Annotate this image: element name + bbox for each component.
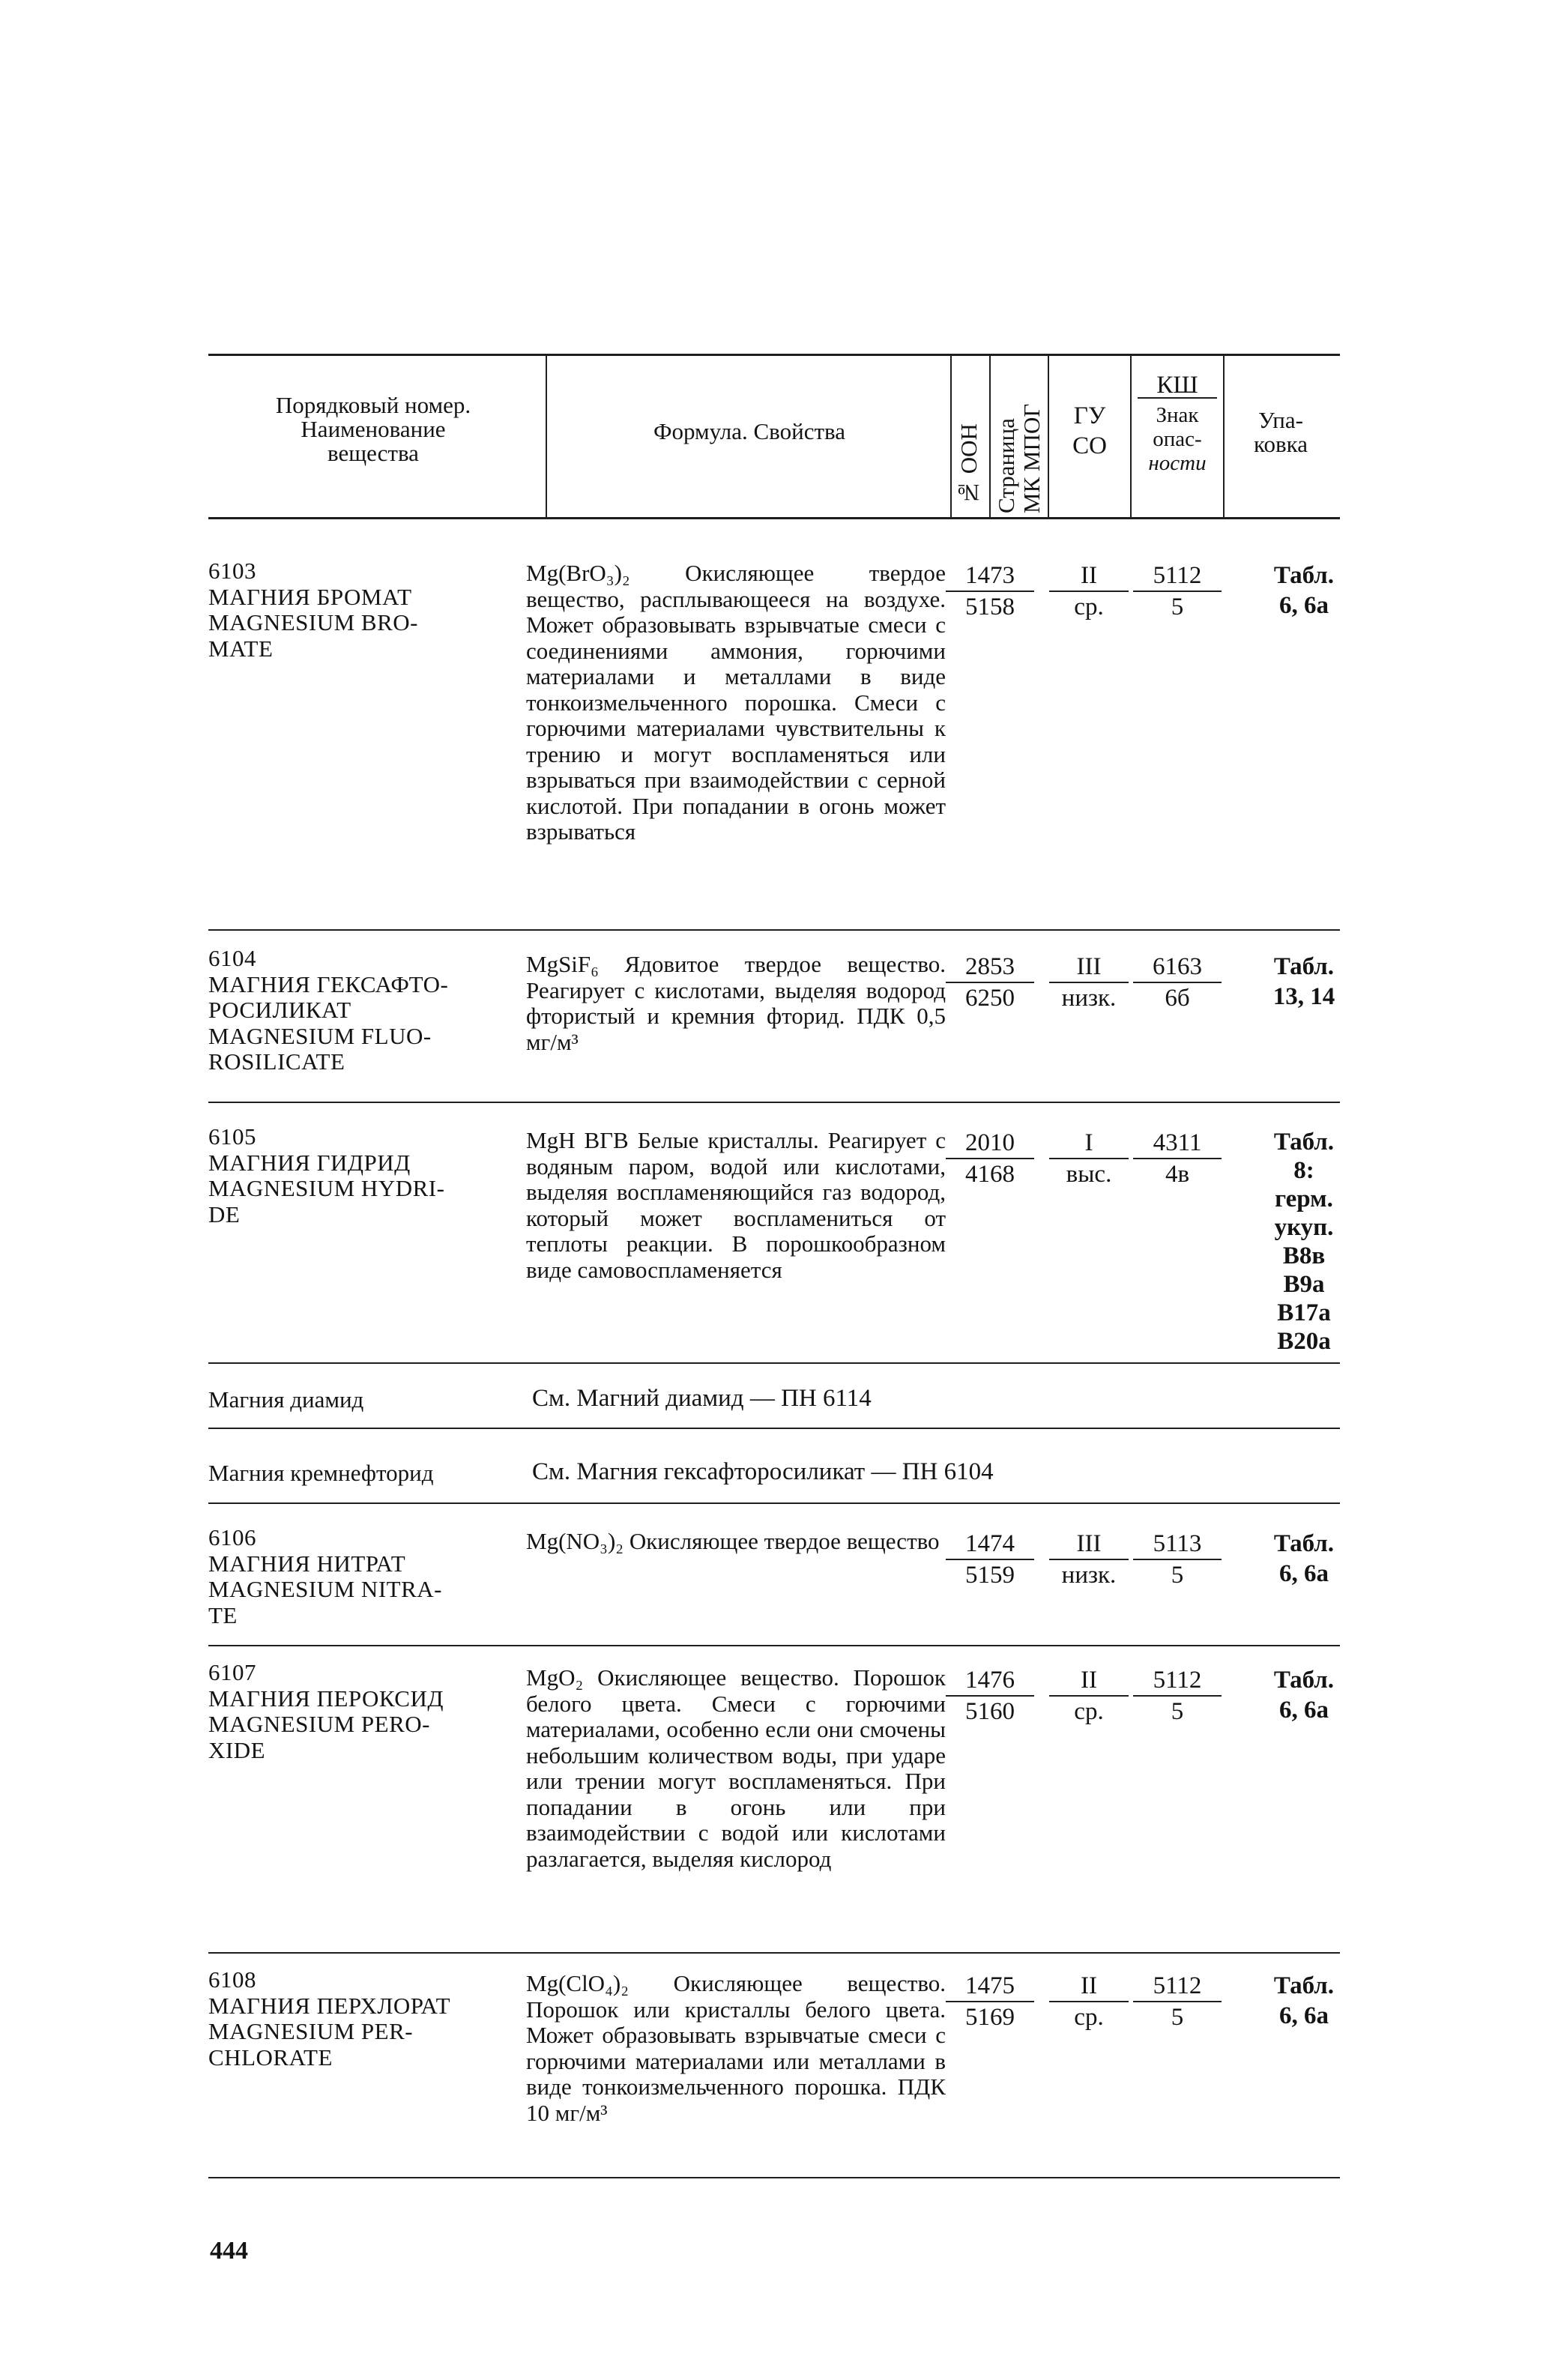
gu-value: III (1049, 1529, 1129, 1560)
packaging-line: В8в (1282, 1242, 1326, 1269)
entry-name-line: MAGNESIUM PER- (208, 2018, 414, 2044)
xref-text: См. Магний диамид — ПН 6114 (532, 1385, 872, 1412)
page-number: 4168 (965, 1161, 1015, 1188)
entry-properties: MgSiF₆ Ядовитое твердое вещество. Реагирует с кислотами, выделяя водород фтористый и кремния фторид. ПДК 0,5 мг/м³ (526, 951, 946, 1055)
hazard-sign: 6б (1165, 985, 1190, 1012)
row-rule (208, 1362, 1340, 1364)
hazard-sign: 4в (1165, 1161, 1190, 1188)
header-gu-column (1049, 401, 1130, 461)
gu-value: III (1049, 952, 1129, 983)
oon-number: 1474 (946, 1529, 1034, 1560)
packaging-line: Табл. (1273, 1667, 1335, 1694)
oon-page-fraction (946, 1971, 1034, 2032)
row-rule (208, 1645, 1340, 1646)
ksh-fraction (1133, 1529, 1222, 1590)
co-value: ср. (1074, 594, 1104, 620)
co-value: ср. (1074, 2004, 1104, 2031)
co-value: ср. (1074, 1698, 1104, 1725)
entry-name-line: РОСИЛИКАТ (208, 997, 351, 1023)
packaging-line: 8: (1293, 1157, 1314, 1184)
ksh-value: 5112 (1133, 1665, 1222, 1697)
packaging-line: Табл. (1273, 953, 1335, 980)
oon-number: 1475 (946, 1971, 1034, 2002)
entry-properties: MgO₂ Окисляющее вещество. Порошок белого цвета. Смеси с горючими материалами, особенно если они смочены небольшим количеством воды, при ударе или трении могут воспламеняться. При попадании в огонь или при взаимодействии с водой или кислотами разлагается, выделяя кислород (526, 1664, 946, 1872)
page-number: 5160 (965, 1698, 1015, 1725)
packaging-line: Табл. (1273, 1972, 1335, 1999)
entry-name-line: МАГНИЯ БРОМАТ (208, 583, 412, 610)
header-gu-line: СО (1072, 432, 1107, 459)
entry-name-line: MAGNESIUM FLUO- (208, 1022, 432, 1049)
ksh-value: 6163 (1133, 952, 1222, 983)
header-divider (989, 356, 991, 517)
page-number: 5169 (965, 2004, 1015, 2031)
header-ksh-column (1132, 373, 1223, 475)
ksh-value: 5112 (1133, 1971, 1222, 2002)
gu-value: II (1049, 561, 1129, 592)
co-value: выс. (1066, 1161, 1112, 1188)
header-pack-line: Упа- (1258, 407, 1303, 433)
packaging (1229, 1971, 1379, 2031)
packaging (1229, 1665, 1379, 1725)
hazard-sign: 5 (1171, 1698, 1184, 1725)
row-rule (208, 1502, 1340, 1504)
header-oon-column: № ООН (955, 423, 982, 506)
entry-name-line: MAGNESIUM NITRA- (208, 1576, 442, 1602)
entry-name (208, 1124, 538, 1227)
oon-number: 2853 (946, 952, 1034, 983)
packaging-line: 6, 6а (1279, 592, 1329, 619)
entry-name-line: TE (208, 1601, 238, 1628)
oon-page-fraction (946, 561, 1034, 622)
header-name-line: Наименование (301, 416, 446, 442)
entry-name (208, 1525, 538, 1628)
oon-page-fraction (946, 952, 1034, 1013)
header-page-line: МК МПОГ (1018, 403, 1045, 513)
entry-name-line: MATE (208, 635, 274, 662)
entry-name-line: DE (208, 1200, 241, 1227)
entry-name-line: MAGNESIUM HYDRI- (208, 1175, 445, 1201)
header-name-column (208, 393, 538, 465)
packaging-line: 6, 6а (1279, 2002, 1329, 2029)
packaging-line: Табл. (1273, 1129, 1335, 1156)
ksh-fraction (1133, 1971, 1222, 2032)
hazard-sign: 5 (1171, 594, 1184, 620)
oon-page-fraction (946, 1665, 1034, 1727)
header-name-line: Порядковый номер. (275, 392, 471, 418)
page-number: 5158 (965, 594, 1015, 620)
xref-name: Магния кремнефторид (208, 1460, 434, 1486)
page-number-footer: 444 (210, 2237, 248, 2265)
entry-name-line: МАГНИЯ НИТРАТ (208, 1550, 406, 1577)
entry-name-line: MAGNESIUM PERO- (208, 1711, 430, 1737)
gu-fraction (1049, 952, 1129, 1013)
row-rule (208, 1952, 1340, 1954)
hazard-sign: 5 (1171, 1562, 1184, 1589)
oon-page-fraction (946, 1128, 1034, 1189)
packaging (1229, 561, 1379, 620)
packaging-line: герм. (1275, 1186, 1333, 1212)
gu-fraction (1049, 1665, 1129, 1727)
hazard-sign: 5 (1171, 2004, 1184, 2031)
header-ksh-sub: Знак (1156, 403, 1199, 427)
entry-name-line: 6108 (208, 1966, 256, 1993)
gu-fraction (1049, 1128, 1129, 1189)
entry-name (208, 1660, 538, 1763)
ksh-fraction (1133, 952, 1222, 1013)
ksh-value: 5112 (1133, 561, 1222, 592)
header-props-column: Формула. Свойства (653, 418, 845, 444)
oon-number: 1476 (946, 1665, 1034, 1697)
packaging-line: 6, 6а (1279, 1560, 1329, 1587)
gu-fraction (1049, 561, 1129, 622)
packaging-line: 6, 6а (1279, 1697, 1329, 1724)
ksh-value: 5113 (1133, 1529, 1222, 1560)
entry-name-line: MAGNESIUM BRO- (208, 609, 418, 635)
packaging (1229, 952, 1379, 1012)
oon-number: 2010 (946, 1128, 1034, 1159)
entry-name-line: 6103 (208, 558, 256, 584)
entry-name-line: 6106 (208, 1524, 256, 1550)
entry-name-line: МАГНИЯ ГИДРИД (208, 1149, 411, 1176)
entry-name-line: CHLORATE (208, 2044, 333, 2071)
page-number: 6250 (965, 985, 1015, 1012)
packaging-line: В9а (1283, 1271, 1325, 1298)
header-ksh-sub: ности (1148, 451, 1207, 475)
co-value: низк. (1061, 1562, 1117, 1589)
entry-name-line: 6107 (208, 1659, 256, 1685)
ksh-value: 4311 (1133, 1128, 1222, 1159)
entry-properties: Mg(NO₃)₂ Окисляющее твердое вещество (526, 1528, 940, 1554)
entry-name-line: ROSILICATE (208, 1048, 345, 1075)
oon-page-fraction (946, 1529, 1034, 1590)
header-pack-column (1225, 408, 1337, 456)
table-bottom-rule (208, 2177, 1340, 2178)
entry-name (208, 1967, 538, 2071)
xref-name: Магния диамид (208, 1386, 364, 1413)
xref-text: См. Магния гексафторосиликат — ПН 6104 (532, 1458, 994, 1485)
ksh-fraction (1133, 1665, 1222, 1727)
header-name-line: вещества (327, 440, 419, 466)
packaging-line: В20а (1277, 1328, 1331, 1355)
header-page-column (994, 363, 1045, 513)
header-pack-line: ковка (1254, 431, 1308, 457)
header-ksh-sub: опас- (1153, 427, 1202, 451)
gu-value: I (1049, 1128, 1129, 1159)
header-page-line: Страница (993, 418, 1019, 513)
header-top-rule (208, 354, 1340, 356)
ksh-fraction (1133, 561, 1222, 622)
gu-value: II (1049, 1971, 1129, 2002)
entry-properties: Mg(BrO₃)₂ Окисляющее твердое вещество, расплывающееся на воздухе. Может образовывать взрывчатые смеси с соединениями аммония, горючими материалами и металлами в виде тонкоизмельченного порошка. Смеси с горючими материалами чувствительны к трению и могут воспламеняться или взрываться при взаимодействии с серной кислотой. При попадании в огонь может взрываться (526, 560, 946, 845)
packaging-line: укуп. (1274, 1214, 1334, 1241)
packaging-line: В17а (1277, 1299, 1331, 1326)
header-gu-line: ГУ (1073, 402, 1106, 429)
row-rule (208, 929, 1340, 931)
packaging (1229, 1128, 1379, 1356)
entry-name-line: 6105 (208, 1123, 256, 1150)
ksh-fraction (1133, 1128, 1222, 1189)
gu-value: II (1049, 1665, 1129, 1697)
entry-properties: Mg(ClO₄)₂ Окисляющее вещество. Порошок или кристаллы белого цвета. Может образовывать взрывчатые смеси с горючими материалами или металлами в виде тонкоизмельченного порошка. ПДК 10 мг/м³ (526, 1970, 946, 2126)
entry-name-line: XIDE (208, 1736, 266, 1763)
row-rule (208, 1428, 1340, 1429)
entry-name-line: МАГНИЯ ПЕРХЛОРАТ (208, 1992, 451, 2019)
header-ksh-title: КШ (1138, 373, 1217, 399)
gu-fraction (1049, 1529, 1129, 1590)
oon-number: 1473 (946, 561, 1034, 592)
packaging-line: 13, 14 (1272, 983, 1335, 1010)
row-rule (208, 1102, 1340, 1103)
entry-name-line: 6104 (208, 945, 256, 971)
packaging (1229, 1529, 1379, 1589)
entry-name (208, 558, 538, 662)
co-value: низк. (1061, 985, 1117, 1012)
header-bottom-rule (208, 517, 1340, 519)
entry-name (208, 946, 538, 1075)
entry-properties: MgH ВГВ Белые кристаллы. Реагирует с водяным паром, водой или кислотами, выделяя воспламеняющийся газ водород, который может воспламениться от теплоты реакции. В порошкообразном виде самовоспламеняется (526, 1127, 946, 1283)
page-number: 5159 (965, 1562, 1015, 1589)
packaging-line: Табл. (1273, 562, 1335, 589)
gu-fraction (1049, 1971, 1129, 2032)
packaging-line: Табл. (1273, 1530, 1335, 1557)
entry-name-line: МАГНИЯ ГЕКСАФТО- (208, 970, 449, 997)
entry-name-line: МАГНИЯ ПЕРОКСИД (208, 1685, 444, 1712)
